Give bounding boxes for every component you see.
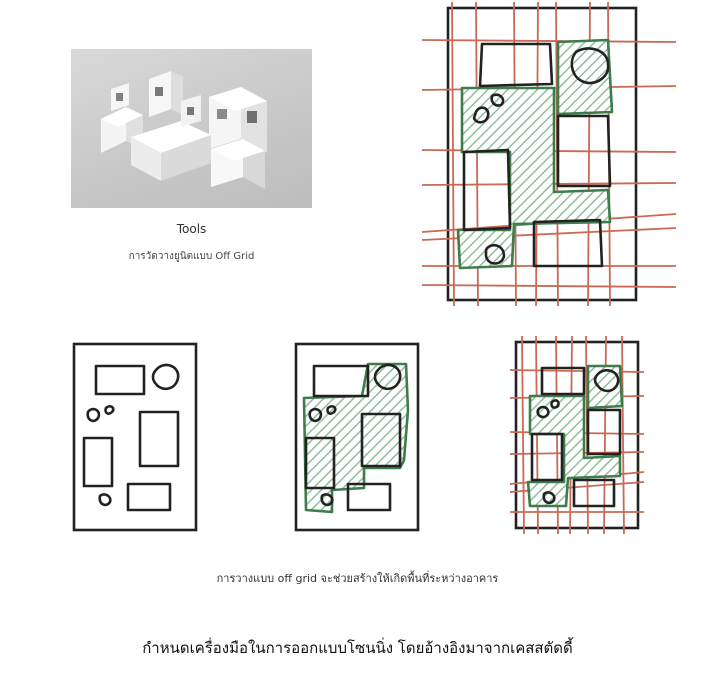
layout-step-3 [508, 334, 646, 536]
block-model-illustration [101, 71, 267, 189]
layout-step-1 [70, 340, 202, 536]
layout-step-2 [292, 340, 424, 536]
large-grid-diagram [418, 0, 680, 312]
tools-caption: Tools [176, 222, 207, 236]
tools-subcaption: การวัดวางยูนิตแบบ Off Grid [128, 251, 255, 262]
model-photo [71, 49, 312, 208]
tree-blob [105, 406, 113, 413]
unit-block [84, 438, 112, 486]
unit-block [464, 150, 510, 230]
unit-block [534, 220, 602, 266]
unit-block [140, 412, 178, 466]
unit-block [480, 44, 552, 86]
tree-blob [100, 494, 111, 504]
tree-blob [153, 365, 178, 389]
unit-block [96, 366, 144, 394]
off-grid-caption: การวางแบบ off grid จะช่วยสร้างให้เกิดพื้นที่ระหว่างอาคาร [216, 572, 499, 585]
main-caption: กำหนดเครื่องมือในการออกแบบโซนนิ่ง โดยอ้างอิงมาจากเคสสตัดดี้ [142, 639, 573, 657]
tree-blob [88, 409, 99, 421]
unit-block [128, 484, 170, 510]
unit-block [314, 366, 368, 396]
